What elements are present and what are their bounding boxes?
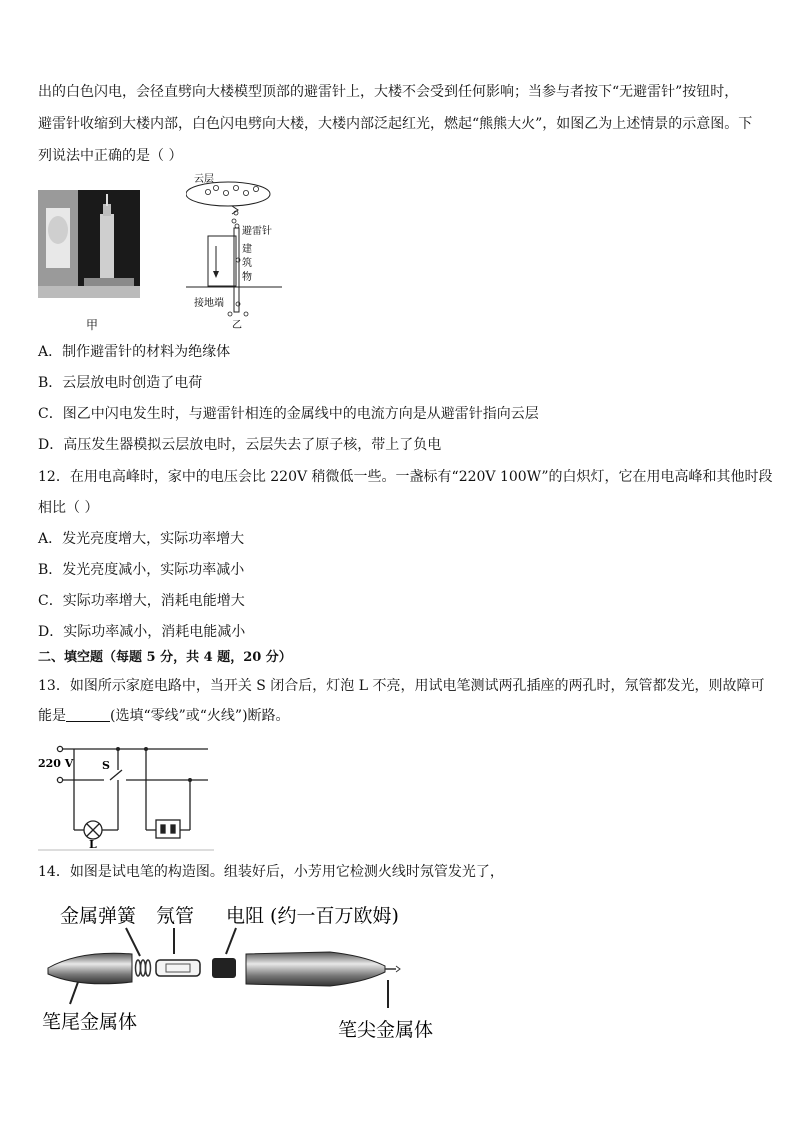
q11-option-c[interactable]: C．图乙中闪电发生时，与避雷针相连的金属线中的电流方向是从避雷针指向云层 <box>38 406 539 422</box>
ground-label: 接地端 <box>194 298 224 309</box>
q11-option-d[interactable]: D．高压发生器模拟云层放电时，云层失去了原子核，带上了负电 <box>38 437 442 453</box>
section-title: 二、填空题（每题 5 分，共 4 题，20 分） <box>38 650 292 665</box>
q13-stem-line-1: 13．如图所示家庭电路中，当开关 S 闭合后，灯泡 L 不亮，用试电笔测试两孔插座的两孔时，氖管都发光，则故障可 <box>38 678 765 694</box>
rod-label: 避雷针 <box>242 226 272 237</box>
pen-tail-cap <box>48 953 132 984</box>
spring-coil <box>136 960 151 976</box>
cloud-label: 云层 <box>194 174 214 185</box>
building-label-2: 筑 <box>242 258 252 269</box>
spring-label: 金属弹簧 <box>60 905 137 927</box>
resistor-label: 电阻 (约一百万欧姆) <box>226 905 399 927</box>
q14-stem: 14．如图是试电笔的构造图。组装好后，小芳用它检测火线时氖管发光了， <box>38 864 504 880</box>
figure-jia <box>38 190 140 298</box>
figure-jia-caption: 甲 <box>86 318 99 332</box>
neon-tube <box>156 960 200 976</box>
q13-stem-pre: 能是 <box>38 708 66 724</box>
figure-jia-photo <box>38 190 140 298</box>
switch-label: S <box>102 759 110 772</box>
q11-option-b[interactable]: B．云层放电时创造了电荷 <box>38 375 203 391</box>
q11-stem-line-2: 避雷针收缩到大楼内部，白色闪电劈向大楼，大楼内部泛起红光，燃起“熊熊大火”，如图乙为上述情景的示意图。下 <box>38 116 753 132</box>
test-pen-diagram <box>40 896 440 1046</box>
q12-option-a[interactable]: A．发光亮度增大，实际功率增大 <box>38 531 245 547</box>
q11-stem-line-3: 列说法中正确的是（ ） <box>38 148 183 164</box>
q12-stem-line-2: 相比（ ） <box>38 500 99 516</box>
figure-yi <box>186 170 286 332</box>
q13-stem-post: (选填“零线”或“火线”)断路。 <box>110 708 290 724</box>
q12-option-c[interactable]: C．实际功率增大，消耗电能增大 <box>38 593 245 609</box>
lamp-label: L <box>89 838 97 851</box>
tail-label: 笔尾金属体 <box>42 1011 138 1033</box>
pen-body <box>246 952 385 986</box>
figure-yi-caption: 乙 <box>232 320 242 331</box>
tip-label: 笔尖金属体 <box>338 1019 434 1041</box>
neon-label: 氖管 <box>156 905 195 927</box>
q12-stem-line-1: 12．在用电高峰时，家中的电压会比 220V 稍微低一些。一盏标有“220V 100W”的白炽灯，它在用电高峰和其他时段 <box>38 469 773 485</box>
q11-option-a[interactable]: A．制作避雷针的材料为绝缘体 <box>38 344 231 360</box>
q12-option-d[interactable]: D．实际功率减小，消耗电能减小 <box>38 624 246 640</box>
q13-answer-blank[interactable] <box>66 707 110 722</box>
household-circuit-diagram <box>38 744 214 852</box>
building-label-1: 建 <box>242 244 252 255</box>
q13-stem-line-2 <box>38 706 290 726</box>
building-label-3: 物 <box>242 272 252 283</box>
resistor <box>212 958 236 978</box>
q12-option-b[interactable]: B．发光亮度减小，实际功率减小 <box>38 562 245 578</box>
voltage-label: 220 V <box>38 757 74 770</box>
q11-stem-line-1: 出的白色闪电，会径直劈向大楼模型顶部的避雷针上，大楼不会受到任何影响；当参与者按下“无避雷针”按钮时， <box>38 84 739 100</box>
